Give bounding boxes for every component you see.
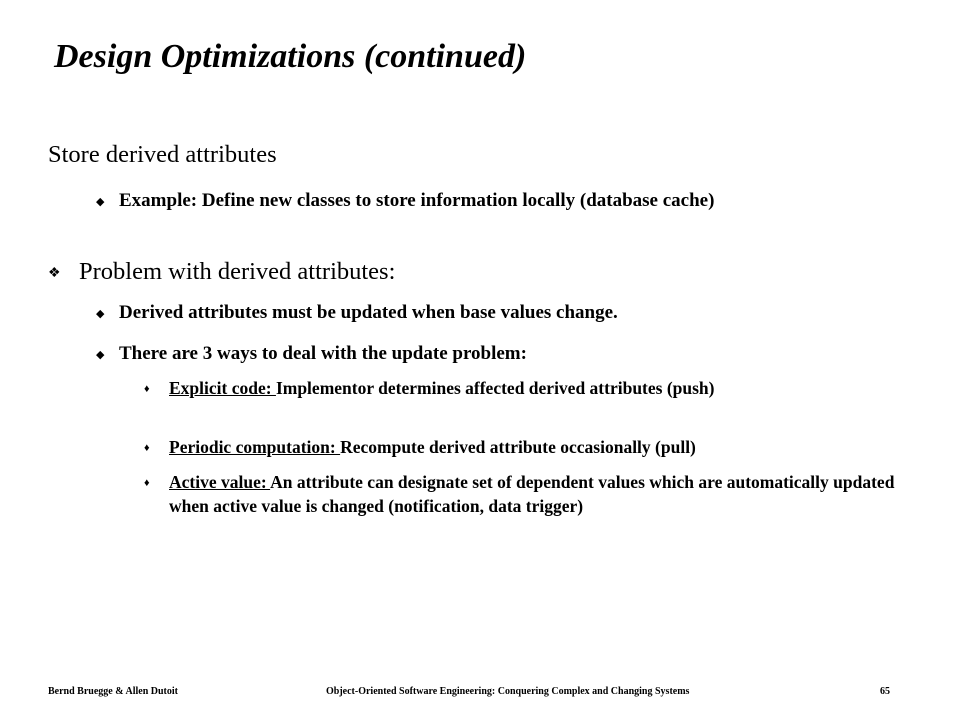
footer-authors: Bernd Bruegge & Allen Dutoit — [48, 686, 178, 697]
diamond-bullet-icon: ♦ — [144, 477, 150, 489]
sub-bullet-text: Derived attributes must be updated when base values change. — [119, 302, 618, 323]
diamond-bullet-icon: ♦ — [144, 383, 150, 395]
way-description: An attribute can designate set of dependent values which are automatically updated when active value is changed (notification, data trigger) — [169, 472, 895, 516]
diamond-bullet-icon: ◆ — [96, 196, 105, 208]
way-label: Explicit code: — [169, 378, 276, 398]
footer-book-title: Object-Oriented Software Engineering: Conquering Complex and Changing Systems — [326, 686, 690, 697]
sub-bullet-update-required — [96, 299, 896, 326]
way-label: Periodic computation: — [169, 437, 341, 457]
way-description: Recompute derived attribute occasionally (pull) — [340, 437, 696, 457]
way-label: Active value: — [169, 472, 271, 492]
way-description: Implementor determines affected derived attributes (push) — [275, 378, 715, 398]
diamond-bullet-icon: ♦ — [144, 442, 150, 454]
slide-title: Design Optimizations (continued) — [54, 38, 527, 75]
sub-bullet-example — [96, 187, 896, 214]
sub-bullet-three-ways — [96, 340, 896, 367]
bullet-text: Problem with derived attributes: — [79, 258, 396, 285]
way-periodic-computation — [144, 435, 904, 459]
diamond-bullet-icon: ◆ — [96, 308, 105, 320]
bullet-store-derived-attributes: Store derived attributes — [48, 141, 277, 168]
diamond-bullet-icon: ◆ — [96, 349, 105, 361]
way-explicit-code — [144, 376, 904, 400]
way-active-value — [144, 470, 904, 518]
sub-bullet-text: Example: Define new classes to store information locally (database cache) — [119, 190, 715, 211]
square-diamond-bullet-icon: ❖ — [48, 266, 61, 281]
footer-page-number: 65 — [880, 686, 890, 697]
sub-bullet-text: There are 3 ways to deal with the update problem: — [119, 343, 527, 364]
